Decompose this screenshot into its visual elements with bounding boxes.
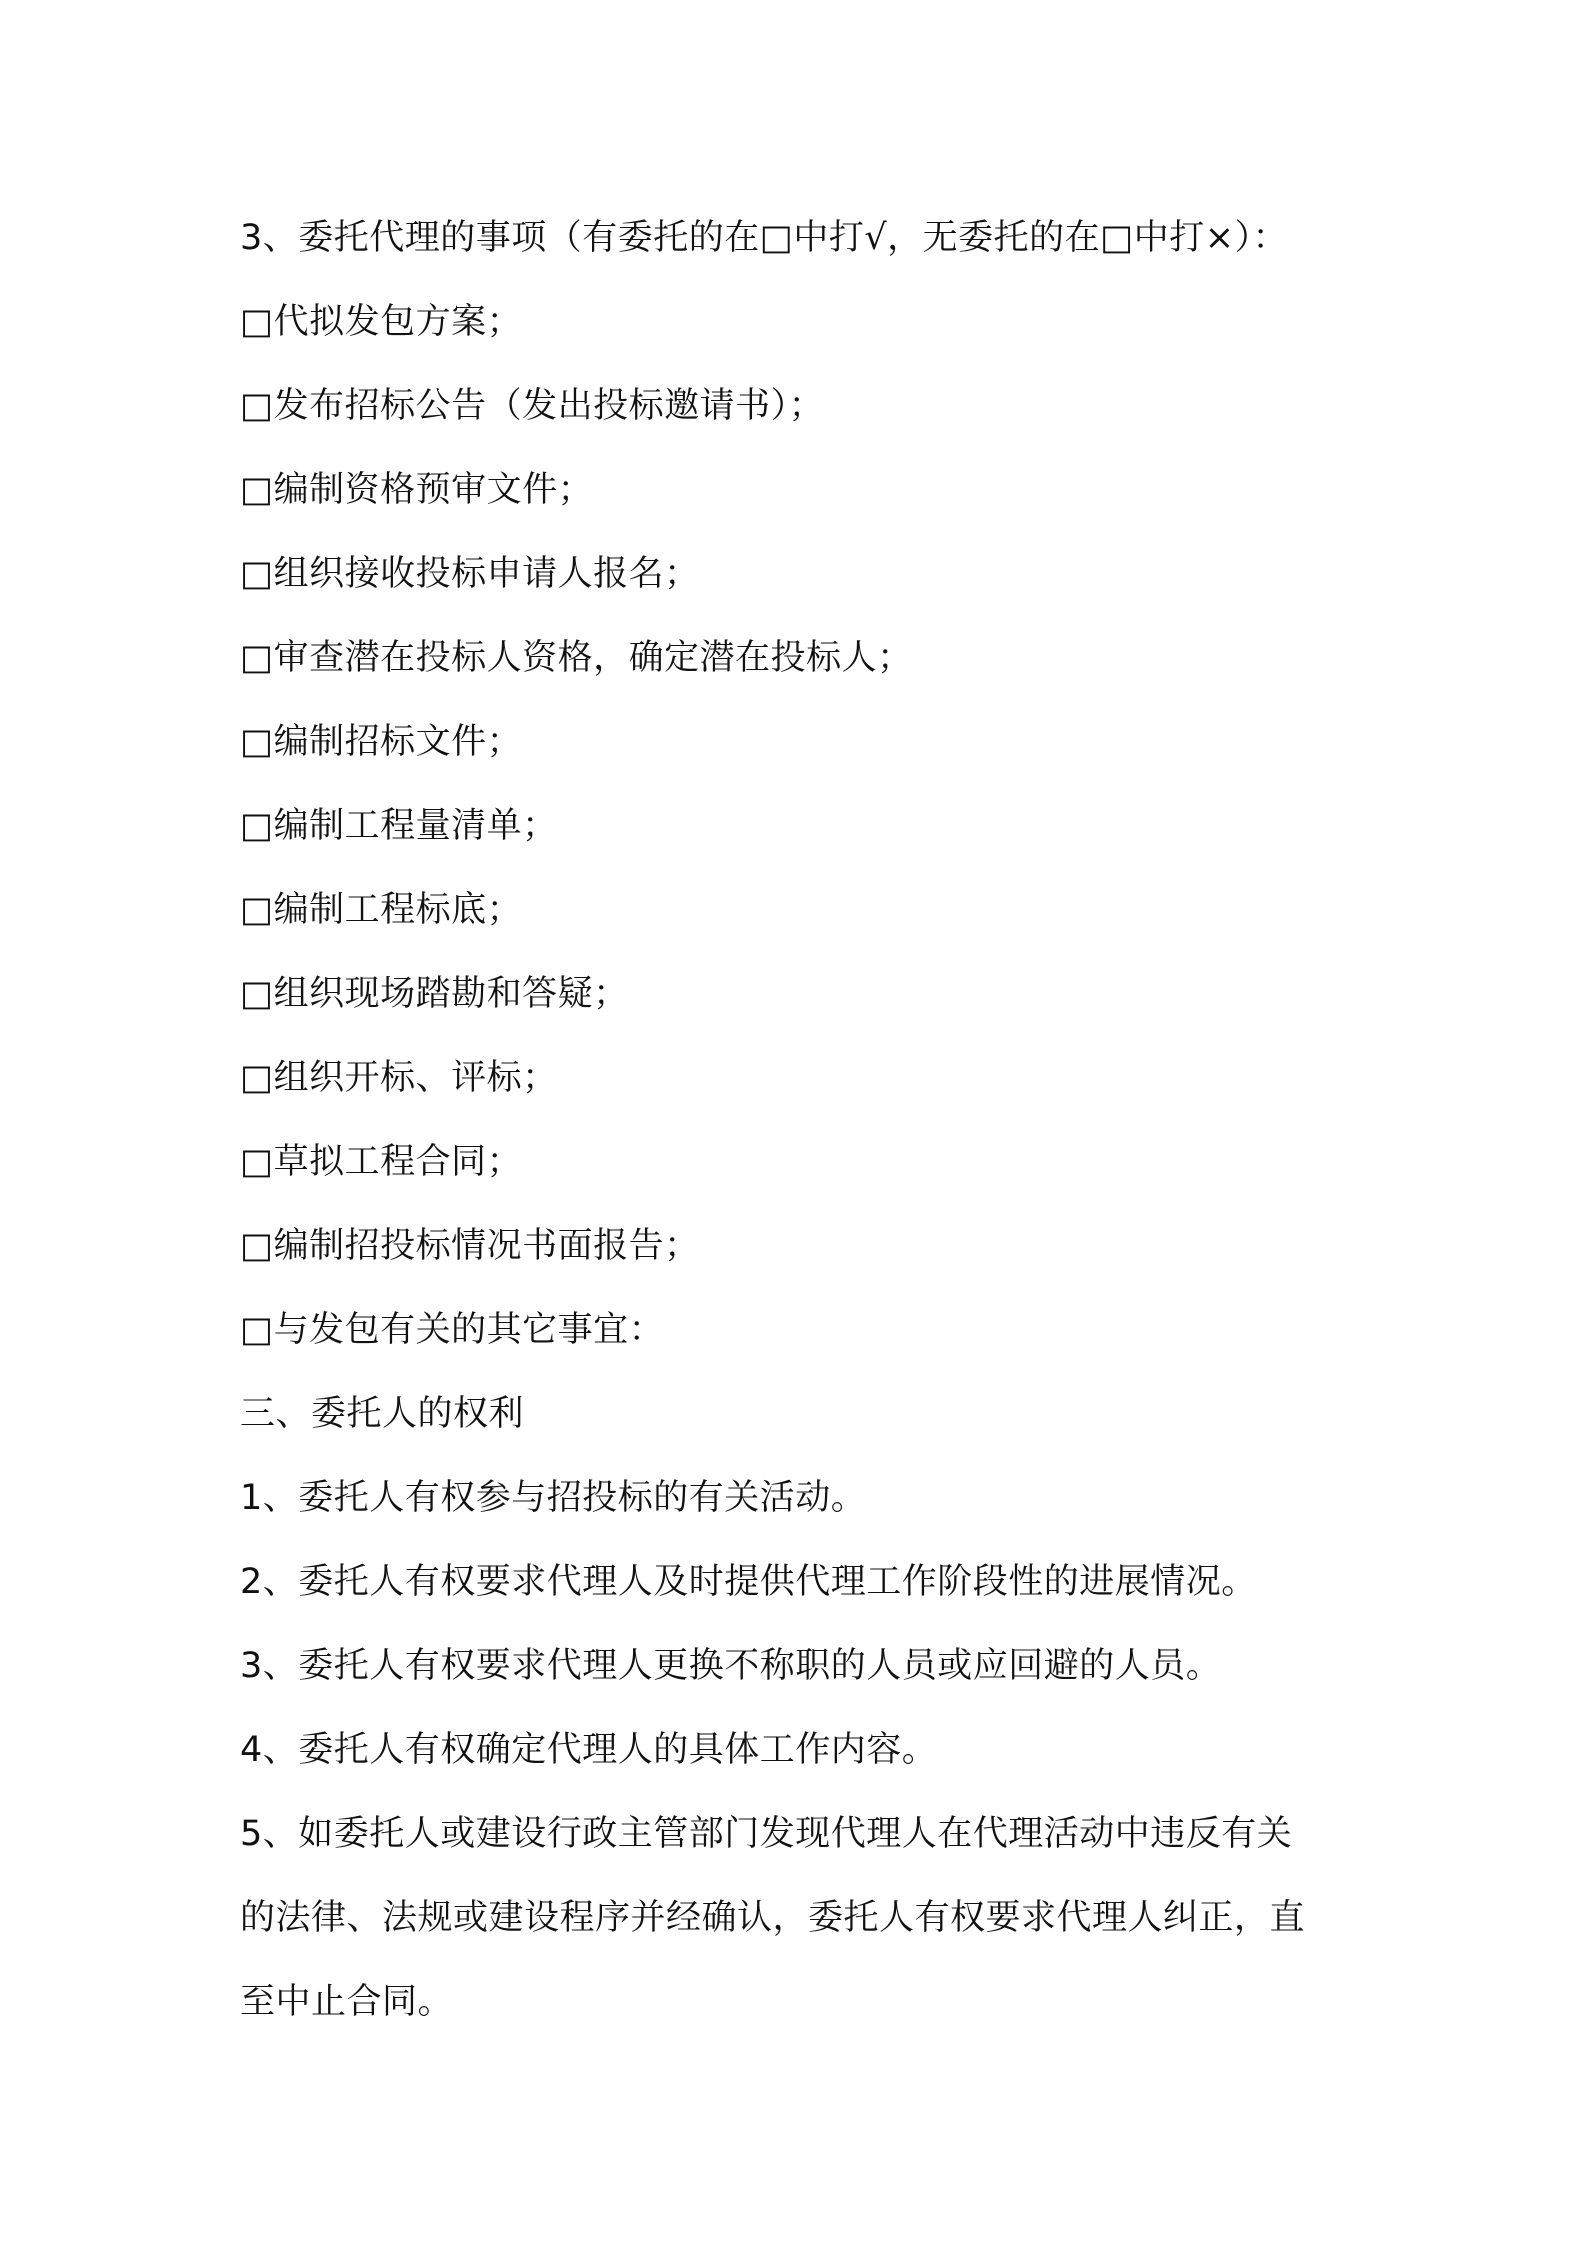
rights-item-5 [240,1792,1360,2044]
checkbox-item-base-price: □编制工程标底； [240,890,523,930]
checkbox-item-other-matters: □与发包有关的其它事宜： [240,1310,665,1350]
checkbox-item-written-report: □编制招投标情况书面报告； [240,1226,700,1266]
checkbox-item-review-bidder-qualification: □审查潜在投标人资格，确定潜在投标人； [240,638,913,678]
checkbox-item-draft-contract: □草拟工程合同； [240,1142,523,1182]
checkbox-item-publish-tender-notice: □发布招标公告（发出投标邀请书）； [240,386,825,426]
checkbox-item-bid-opening-evaluation: □组织开标、评标； [240,1058,558,1098]
rights-item-4: 4、委托人有权确定代理人的具体工作内容。 [240,1730,938,1770]
rights-item-3: 3、委托人有权要求代理人更换不称职的人员或应回避的人员。 [240,1646,1222,1686]
checkbox-item-site-survey: □组织现场踏勘和答疑； [240,974,629,1014]
checkbox-item-tender-documents: □编制招标文件； [240,722,523,762]
section-heading-client-rights: 三、委托人的权利 [240,1394,525,1434]
checkbox-item-draft-contracting-plan: □代拟发包方案； [240,302,523,342]
clause-entrusted-matters-heading: 3、委托代理的事项（有委托的在□中打√，无委托的在□中打×）： [240,218,1289,258]
rights-item-5-line-1: 5、如委托人或建设行政主管部门发现代理人在代理活动中违反有关 [240,1814,1293,1854]
rights-item-1: 1、委托人有权参与招投标的有关活动。 [240,1478,867,1518]
checkbox-item-prequalification-docs: □编制资格预审文件； [240,470,594,510]
document-body [240,196,1360,2044]
rights-item-5-line-2: 的法律、法规或建设程序并经确认，委托人有权要求代理人纠正，直 [240,1898,1306,1938]
checkbox-item-bill-of-quantities: □编制工程量清单； [240,806,558,846]
rights-item-2: 2、委托人有权要求代理人及时提供代理工作阶段性的进展情况。 [240,1562,1257,1602]
rights-item-5-line-3: 至中止合同。 [240,1982,454,2022]
checkbox-item-receive-registration: □组织接收投标申请人报名； [240,554,700,594]
